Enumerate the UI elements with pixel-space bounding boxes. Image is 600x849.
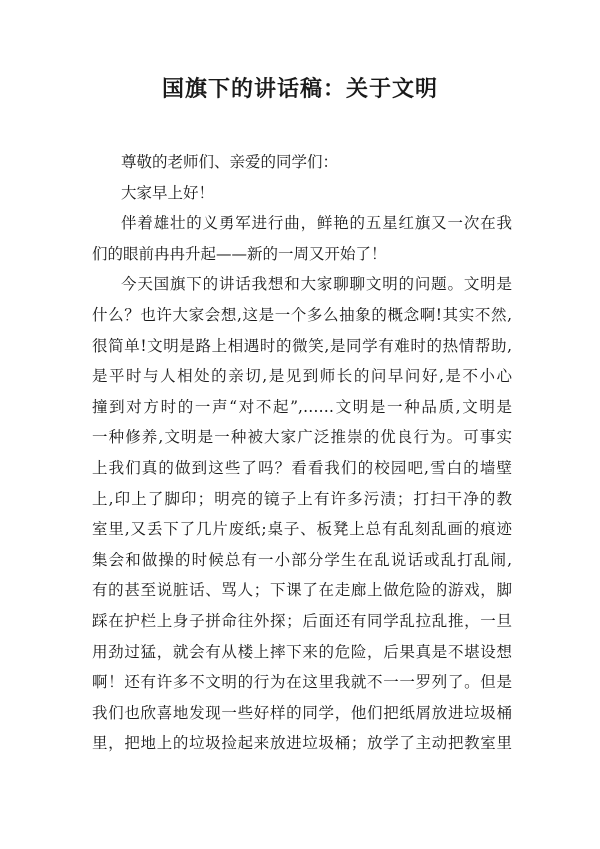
paragraph-line: 们的眼前冉冉升起——新的一周又开始了！ bbox=[92, 244, 387, 263]
paragraph-line: 用劲过猛，就会有从楼上摔下来的危险，后果真是不堪设想 bbox=[92, 642, 512, 661]
paragraph-line: 上,印上了脚印；明亮的镜子上有许多污渍；打扫干净的教 bbox=[92, 489, 512, 508]
greeting-line: 大家早上好！ bbox=[121, 183, 215, 202]
paragraph-line: 今天国旗下的讲话我想和大家聊聊文明的问题。文明是 bbox=[121, 275, 512, 294]
salutation-line: 尊敬的老师们、亲爱的同学们： bbox=[121, 153, 339, 171]
paragraph-line: 我们也欣喜地发现一些好样的同学，他们把纸屑放进垃圾桶 bbox=[92, 703, 512, 722]
paragraph-line: 一种修养,文明是一种被大家广泛推崇的优良行为。可事实 bbox=[92, 428, 512, 447]
paragraph-line: 有的甚至说脏话、骂人；下课了在走廊上做危险的游戏，脚 bbox=[92, 581, 512, 600]
paragraph-line: 里，把地上的垃圾捡起来放进垃圾桶；放学了主动把教室里 bbox=[92, 734, 512, 753]
paragraph-line: 是平时与人相处的亲切,是见到师长的问早问好,是不小心 bbox=[92, 367, 512, 386]
paragraph-line: 室里,又丢下了几片废纸;桌子、板凳上总有乱刻乱画的痕迹 bbox=[92, 520, 512, 539]
paragraph-line: 什么？也许大家会想,这是一个多么抽象的概念啊!其实不然, bbox=[92, 305, 512, 324]
paragraph-line: 集会和做操的时候总有一小部分学生在乱说话或乱打乱闹, bbox=[92, 550, 512, 569]
paragraph-line: 啊！还有许多不文明的行为在这里我就不一一罗列了。但是 bbox=[92, 673, 512, 692]
speech-body bbox=[92, 147, 512, 759]
paragraph-line: 上我们真的做到这些了吗？看看我们的校园吧,雪白的墙壁 bbox=[92, 458, 512, 477]
paragraph-line: 伴着雄壮的义勇军进行曲，鲜艳的五星红旗又一次在我 bbox=[121, 214, 512, 233]
page-title: 国旗下的讲话稿：关于文明 bbox=[161, 76, 438, 102]
paragraph-line: 很简单!文明是路上相遇时的微笑,是同学有难时的热情帮助, bbox=[92, 336, 512, 355]
paragraph-line: 踩在护栏上身子拼命往外探；后面还有同学乱拉乱推，一旦 bbox=[92, 611, 512, 630]
paragraph-line: 撞到对方时的一声“对不起”,……文明是一种品质,文明是 bbox=[92, 397, 512, 416]
